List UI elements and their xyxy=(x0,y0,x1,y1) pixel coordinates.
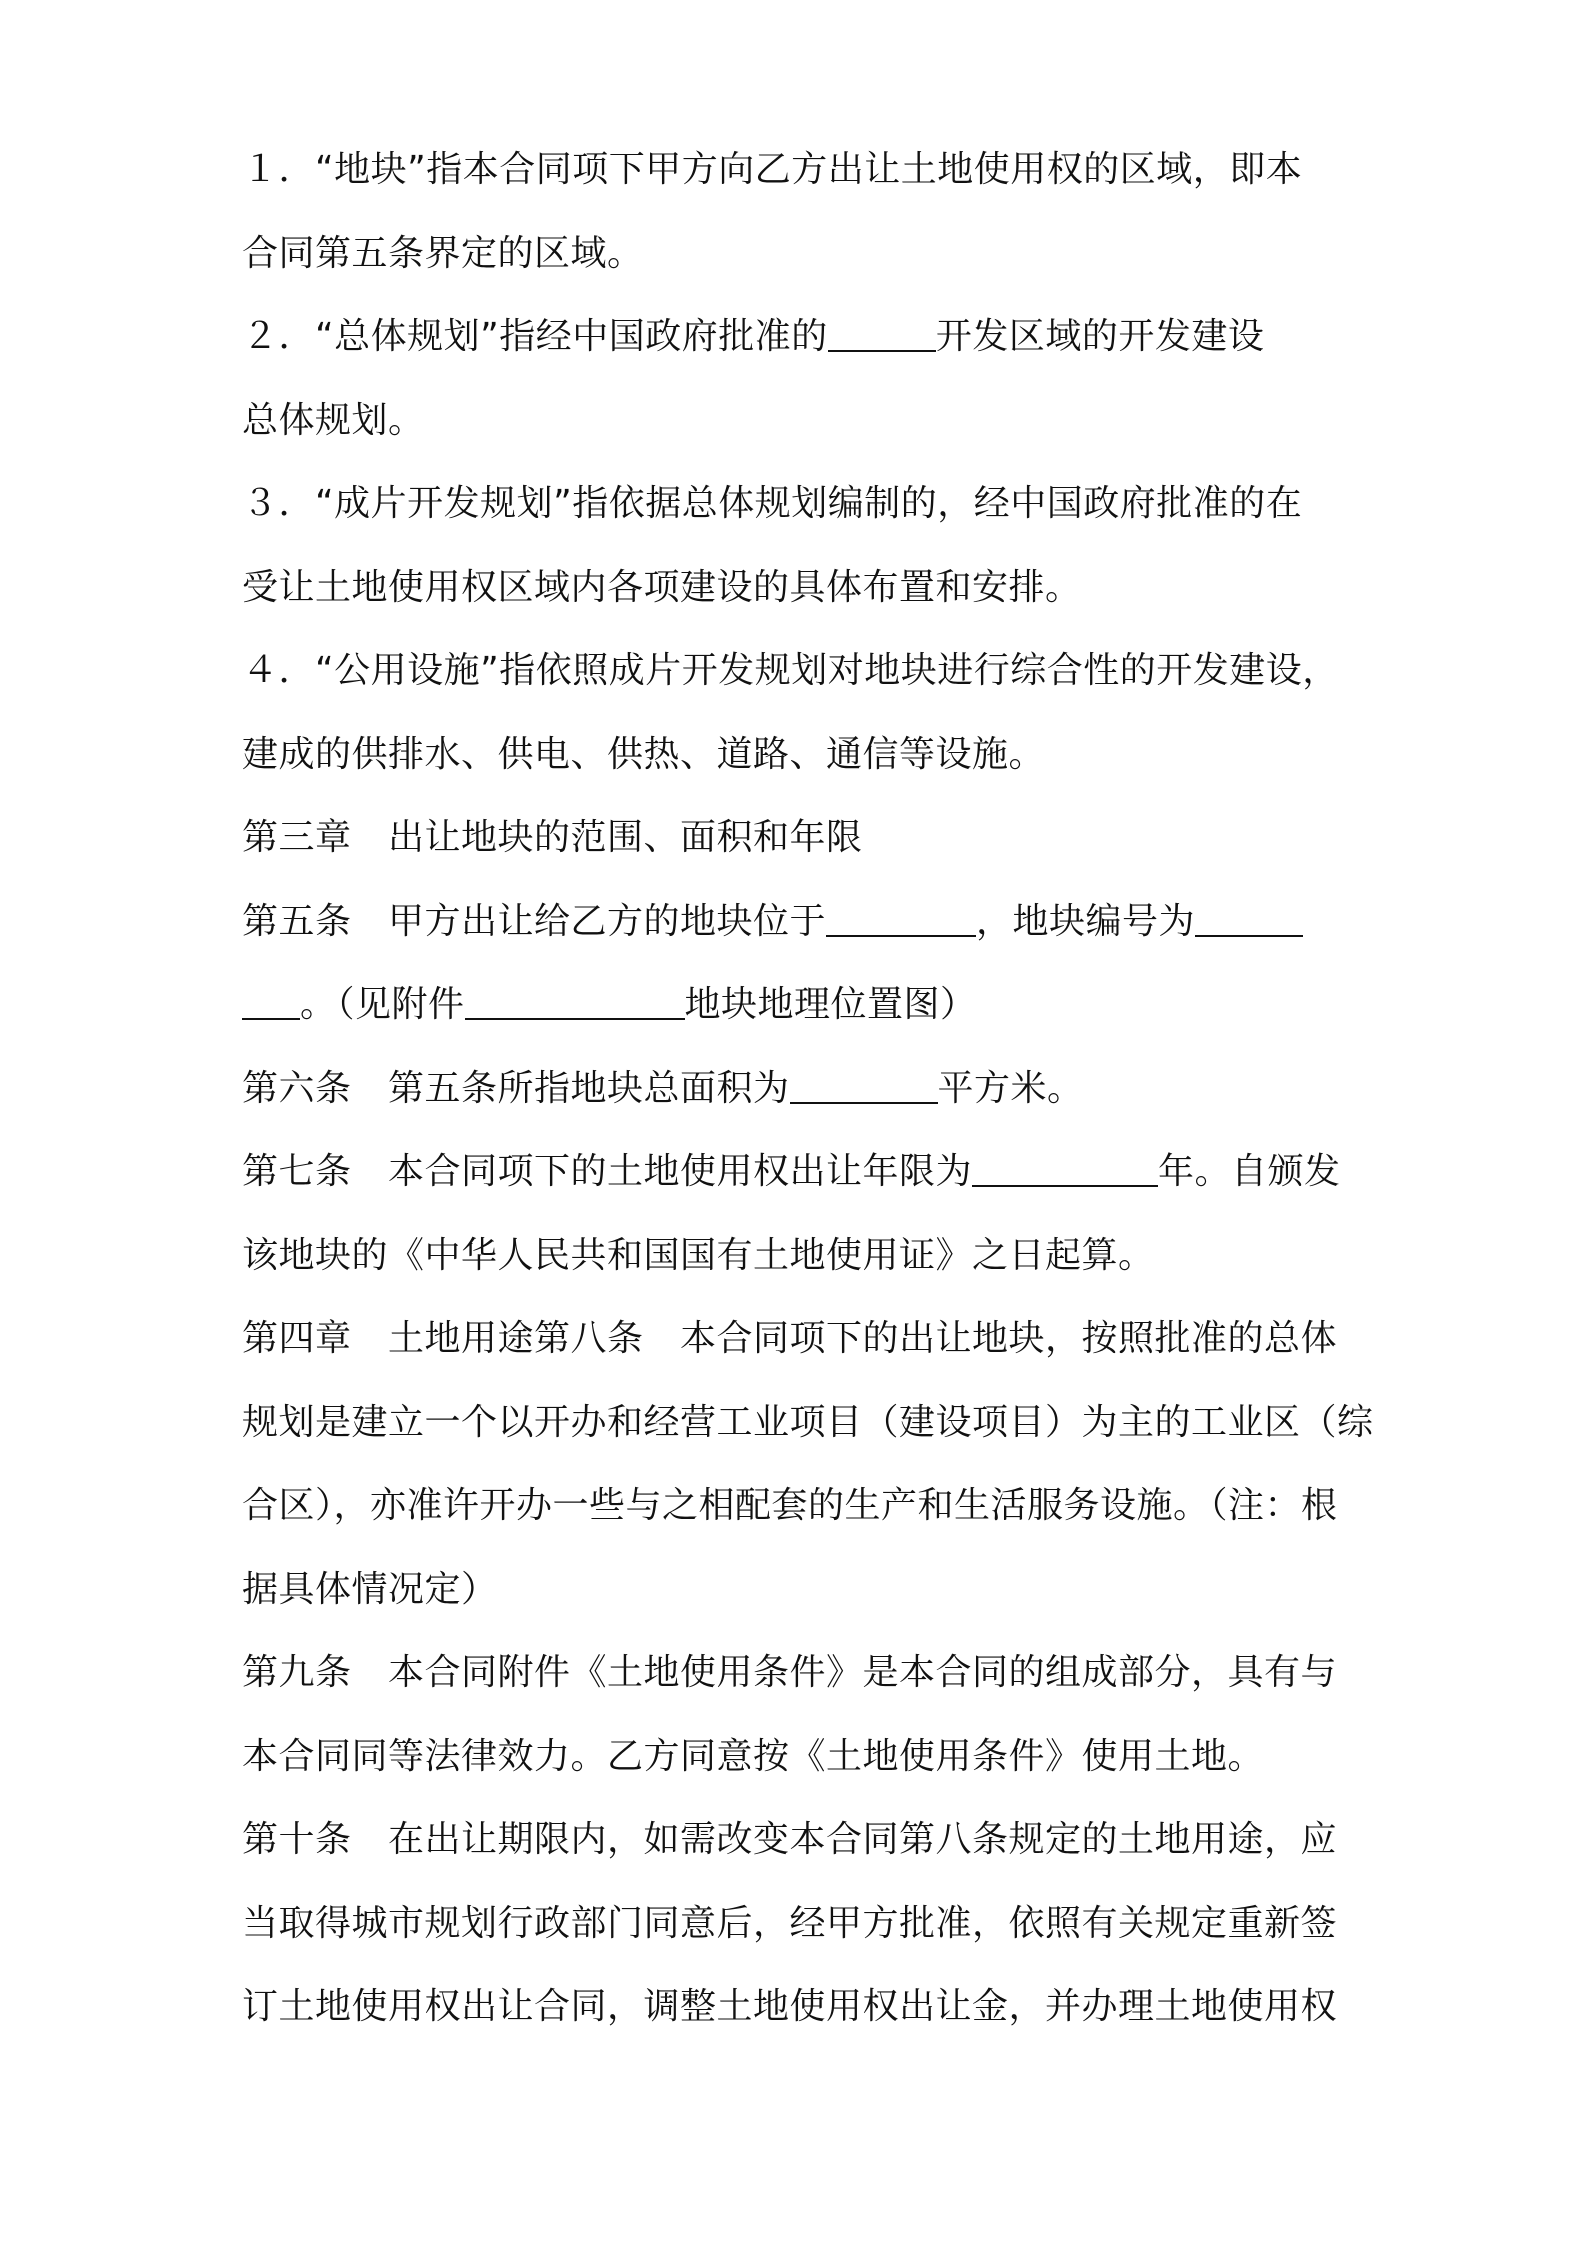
text-after-blank: 平方米。 xyxy=(937,1067,1084,1109)
attachment-blank[interactable] xyxy=(465,988,685,1020)
article-10-line-3 xyxy=(242,1965,1352,2049)
text: 总体规划。 xyxy=(242,399,425,441)
text-after-blank: 年。自颁发 xyxy=(1158,1151,1341,1192)
article-5-line-1 xyxy=(242,880,1352,964)
article-8-line-2 xyxy=(242,1381,1374,1465)
text-after-blank: ，地块编号为 xyxy=(976,900,1196,942)
article-9-line-1 xyxy=(242,1631,1352,1715)
text: 据具体情况定） xyxy=(242,1568,498,1610)
text-line-8 xyxy=(242,713,1352,797)
text: 该地块的《中华人民共和国国有土地使用证》之日起算。 xyxy=(242,1234,1155,1276)
text: １．“地块”指本合同项下甲方向乙方出让土地使用权的区域，即本 xyxy=(242,149,1303,190)
article-5-line-2 xyxy=(242,963,1352,1047)
article-7-line-1 xyxy=(242,1130,1352,1214)
text: 受让土地使用权区域内各项建设的具体布置和安排。 xyxy=(242,566,1082,608)
chapter-4-article-8-line-1 xyxy=(242,1297,1352,1381)
text-line-3 xyxy=(242,295,1352,379)
text-after-blank: 。（见附件 xyxy=(300,984,465,1025)
text: ３．“成片开发规划”指依据总体规划编制的，经中国政府批准的在 xyxy=(242,483,1303,524)
text: 规划是建立一个以开办和经营工业项目（建设项目）为主的工业区（综 xyxy=(242,1401,1374,1443)
article-8-line-3 xyxy=(242,1464,1352,1548)
text: 第六条 第五条所指地块总面积为 xyxy=(242,1067,790,1109)
text-line-5 xyxy=(242,462,1352,546)
text: 订土地使用权出让合同，调整土地使用权出让金，并办理土地使用权 xyxy=(242,1986,1338,2027)
location-blank[interactable] xyxy=(826,905,976,937)
parcel-number-blank[interactable] xyxy=(1195,905,1303,937)
article-8-line-4 xyxy=(242,1548,1352,1632)
text: 合区），亦准许开办一些与之相配套的生产和生活服务设施。（注：根 xyxy=(242,1485,1338,1526)
text: 第十条 在出让期限内，如需改变本合同第八条规定的土地用途，应 xyxy=(242,1819,1338,1860)
text: 第三章 出让地块的范围、面积和年限 xyxy=(242,817,863,858)
parcel-number-blank-cont[interactable] xyxy=(242,988,300,1020)
text-line-6 xyxy=(242,546,1352,630)
term-years-blank[interactable] xyxy=(972,1155,1158,1187)
text: 本合同同等法律效力。乙方同意按《土地使用条件》使用土地。 xyxy=(242,1735,1265,1777)
text: 第四章 土地用途第八条 本合同项下的出让地块，按照批准的总体 xyxy=(242,1318,1338,1359)
document-page xyxy=(242,128,1374,2049)
text: ２．“总体规划”指经中国政府批准的 xyxy=(242,316,828,357)
article-7-line-2 xyxy=(242,1214,1352,1298)
text: 建成的供排水、供电、供热、道路、通信等设施。 xyxy=(242,733,1046,775)
text: 第五条 甲方出让给乙方的地块位于 xyxy=(242,900,827,942)
text-after-blank: 开发区域的开发建设 xyxy=(935,316,1265,357)
article-10-line-2 xyxy=(242,1882,1352,1966)
area-blank[interactable] xyxy=(790,1072,938,1104)
text-line-7 xyxy=(242,629,1352,713)
text: 当取得城市规划行政部门同意后，经甲方批准，依照有关规定重新签 xyxy=(242,1902,1338,1944)
chapter-heading-3 xyxy=(242,796,1352,880)
text-line-4 xyxy=(242,379,1352,463)
text-line-2 xyxy=(242,212,1352,296)
text-line-1 xyxy=(242,128,1352,212)
text: 合同第五条界定的区域。 xyxy=(242,232,644,274)
text: ４．“公用设施”指依照成片开发规划对地块进行综合性的开发建设， xyxy=(242,650,1339,691)
fill-blank[interactable] xyxy=(828,320,936,352)
article-9-line-2 xyxy=(242,1715,1352,1799)
text-after-blank-2: 地块地理位置图） xyxy=(684,984,977,1025)
article-10-line-1 xyxy=(242,1798,1352,1882)
article-6 xyxy=(242,1047,1352,1131)
text: 第七条 本合同项下的土地使用权出让年限为 xyxy=(242,1151,973,1192)
text: 第九条 本合同附件《土地使用条件》是本合同的组成部分，具有与 xyxy=(242,1652,1338,1693)
